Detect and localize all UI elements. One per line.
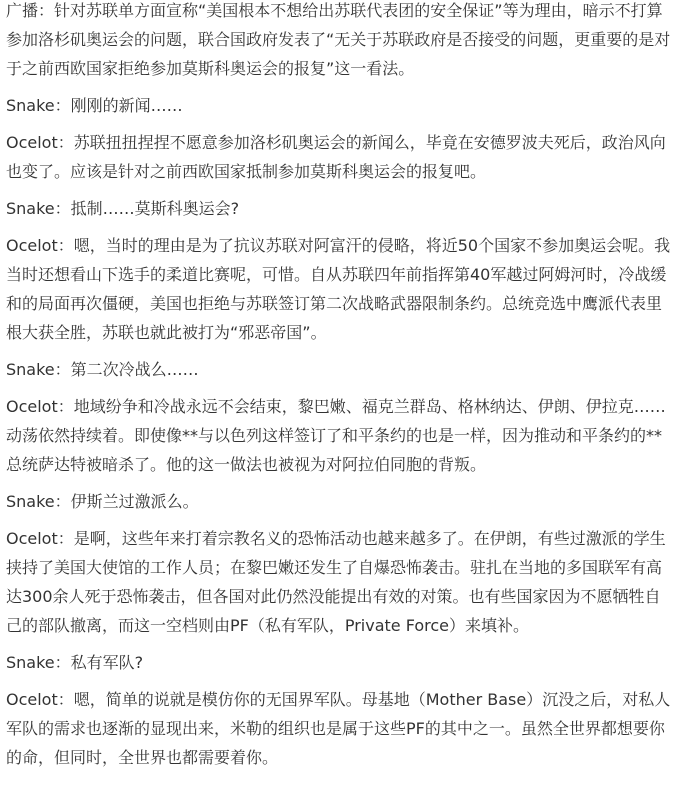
- dialogue-line-ocelot: Ocelot：苏联扭扭捏捏不愿意参加洛杉矶奥运会的新闻么，毕竟在安德罗波夫死后，政治风向也变了。应该是针对之前西欧国家抵制参加莫斯科奥运会的报复吧。: [6, 133, 666, 181]
- dialogue-line-snake: Snake：第二次冷战么……: [6, 360, 199, 379]
- dialogue-line-ocelot: Ocelot：嗯，简单的说就是模仿你的无国界军队。母基地（Mother Base）沉没之后，对私人军队的需求也逐渐的显现出来，米勒的组织也是属于这些PF的其中之一。虽然全世界都想要你的命，但同时，全世界也都需要着你。: [6, 690, 671, 767]
- dialogue-line-ocelot: Ocelot：是啊，这些年来打着宗教名义的恐怖活动也越来越多了。在伊朗，有些过激派的学生挟持了美国大使馆的工作人员；在黎巴嫩还发生了自爆恐怖袭击。驻扎在当地的多国联军有高达300余人死于恐怖袭击，但各国对此仍然没能提出有效的对策。也有些国家因为不愿牺牲自己的部队撤离，而这一空档则由PF（私有军队，Private Force）来填补。: [6, 529, 666, 635]
- broadcast-paragraph: 广播：针对苏联单方面宣称“美国根本不想给出苏联代表团的安全保证”等为理由，暗示不打算参加洛杉矶奥运会的问题，联合国政府发表了“无关于苏联政府是否接受的问题，更重要的是对于之前西欧国家拒绝参加莫斯科奥运会的报复”这一看法。: [6, 1, 671, 78]
- dialogue-line-ocelot: Ocelot：地域纷争和冷战永远不会结束，黎巴嫩、福克兰群岛、格林纳达、伊朗、伊拉克……动荡依然持续着。即使像**与以色列这样签订了和平条约的也是一样，因为推动和平条约的**总统萨达特被暗杀了。他的这一做法也被视为对阿拉伯同胞的背叛。: [6, 397, 666, 474]
- dialogue-line-snake: Snake：刚刚的新闻……: [6, 96, 183, 115]
- transcript: [6, 0, 674, 780]
- dialogue-line-snake: Snake：抵制……莫斯科奥运会?: [6, 199, 240, 218]
- dialogue-line-snake: Snake：私有军队?: [6, 653, 144, 672]
- dialogue-line-ocelot: Ocelot：嗯，当时的理由是为了抗议苏联对阿富汗的侵略，将近50个国家不参加奥运会呢。我当时还想看山下选手的柔道比赛呢，可惜。自从苏联四年前指挥第40军越过阿姆河时，冷战缓和的局面再次僵硬，美国也拒绝与苏联签订第二次战略武器限制条约。总统竞选中鹰派代表里根大获全胜，苏联也就此被打为“邪恶帝国”。: [6, 236, 671, 342]
- dialogue-line-snake: Snake：伊斯兰过激派么。: [6, 492, 199, 511]
